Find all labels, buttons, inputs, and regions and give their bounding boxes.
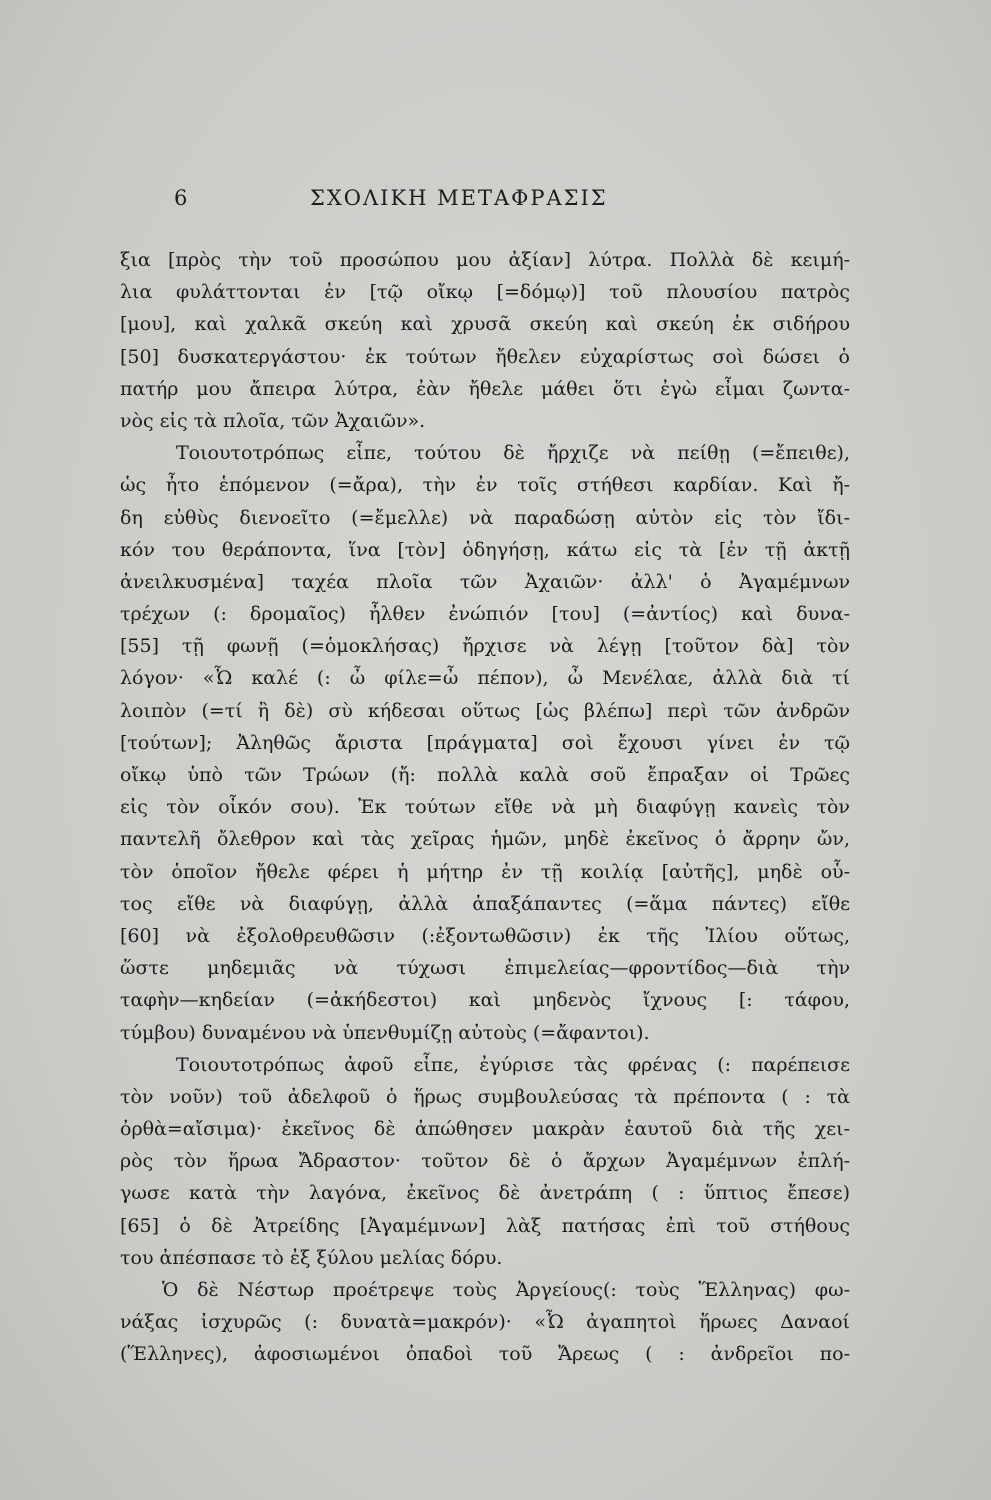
text-line: [65] ὁ δὲ Ἀτρείδης [Ἀγαμέμνων] λὰξ πατήσας ἐπὶ τοῦ στήθους [120, 1214, 850, 1237]
text-line: τος εἴθε νὰ διαφύγῃ, ἀλλὰ ἁπαξάπαντες (=ἅμα πάντες) εἴθε [120, 892, 850, 915]
text-line: τὸν νοῦν) τοῦ ἀδελφοῦ ὁ ἥρως συμβουλεύσας τὰ πρέποντα ( : τὰ [120, 1085, 850, 1108]
text-line: τύμβου) δυναμένου νὰ ὑπενθυμίζῃ αὐτοὺς (=ἄφαντοι). [120, 1021, 650, 1044]
text-line: ξια [πρὸς τὴν τοῦ προσώπου μου ἀξίαν] λύτρα. Πολλὰ δὲ κειμή- [120, 249, 850, 271]
text-line: (Ἕλληνες), ἀφοσιωμένοι ὀπαδοὶ τοῦ Ἄρεως ( : ἀνδρεῖοι πο- [120, 1343, 850, 1366]
text-line: Ὁ δὲ Νέστωρ προέτρεψε τοὺς Ἀργείους(: τοὺς Ἕλληνας) φω- [162, 1279, 850, 1301]
running-title: ΣΧΟΛΙΚΗ ΜΕΤΑΦΡΑΣΙΣ [310, 186, 608, 210]
text-line: λια φυλάττονται ἐν [τῷ οἴκῳ [=δόμῳ)] τοῦ πλουσίου πατρὸς [120, 281, 850, 304]
text-line: εἰς τὸν οἶκόν σου). Ἐκ τούτων εἴθε νὰ μὴ διαφύγῃ κανεὶς τὸν [120, 796, 850, 819]
text-line: δη εὐθὺς διενοεῖτο (=ἔμελλε) νὰ παραδώσῃ αὐτὸν εἰς τὸν ἴδι- [120, 506, 850, 529]
text-line: [55] τῇ φωνῇ (=ὁμοκλήσας) ἤρχισε νὰ λέγῃ [τοῦτον δὰ] τὸν [120, 635, 850, 658]
text-line: λόγον· «Ὦ καλέ (: ὦ φίλε=ὦ πέπον), ὦ Μενέλαε, ἀλλὰ διὰ τί [120, 667, 850, 690]
text-line: ταφὴν—κηδείαν (=ἀκήδεστοι) καὶ μηδενὸς ἴχνους [: τάφου, [120, 989, 850, 1012]
text-line: γωσε κατὰ τὴν λαγόνα, ἐκεῖνος δὲ ἀνετράπη ( : ὕπτιος ἔπεσε) [120, 1182, 850, 1205]
text-line: οἴκῳ ὑπὸ τῶν Τρώων (ἤ: πολλὰ καλὰ σοῦ ἔπραξαν οἱ Τρῶες [120, 764, 850, 786]
text-line: [τούτων]; Ἀληθῶς ἄριστα [πράγματα] σοὶ ἔχουσι γίνει ἐν τῷ [120, 731, 850, 754]
body-text [120, 244, 850, 1371]
text-line: πατήρ μου ἄπειρα λύτρα, ἐὰν ἤθελε μάθει ὅτι ἐγὼ εἶμαι ζωντα- [120, 377, 850, 400]
text-line: νὸς εἰς τὰ πλοῖα, τῶν Ἀχαιῶν». [120, 409, 426, 432]
text-line: Τοιουτοτρόπως εἶπε, τούτου δὲ ἤρχιζε νὰ πείθῃ (=ἔπειθε), [176, 442, 850, 465]
text-line: [μου], καὶ χαλκᾶ σκεύη καὶ χρυσᾶ σκεύη καὶ σκεύη ἐκ σιδήρου [120, 313, 850, 336]
text-line: νάξας ἰσχυρῶς (: δυνατὰ=μακρόν)· «Ὦ ἀγαπητοὶ ἥρωες Δαναοί [120, 1311, 850, 1334]
text-line: παντελῆ ὄλεθρον καὶ τὰς χεῖρας ἡμῶν, μηδὲ ἐκεῖνος ὁ ἄρρην ὤν, [120, 828, 850, 851]
text-line: [50] δυσκατεργάστου· ἐκ τούτων ἤθελεν εὐχαρίστως σοὶ δώσει ὁ [120, 345, 850, 368]
page-number: 6 [174, 186, 188, 210]
text-line: ὡς ἦτο ἑπόμενον (=ἄρα), τὴν ἐν τοῖς στήθεσι καρδίαν. Καὶ ἤ- [120, 474, 850, 497]
text-line: κόν του θεράποντα, ἵνα [τὸν] ὁδηγήσῃ, κάτω εἰς τὰ [ἐν τῇ ἀκτῇ [120, 538, 850, 561]
text-line: του ἀπέσπασε τὸ ἐξ ξύλου μελίας δόρυ. [120, 1246, 503, 1269]
text-line: [60] νὰ ἐξολοθρευθῶσιν (:ἐξοντωθῶσιν) ἐκ τῆς Ἰλίου οὕτως, [120, 924, 850, 947]
text-line: ἀνειλκυσμένα] ταχέα πλοῖα τῶν Ἀχαιῶν· ἀλλ' ὁ Ἀγαμέμνων [120, 570, 850, 593]
text-line: τὸν ὁποῖον ἤθελε φέρει ἡ μήτηρ ἐν τῇ κοιλίᾳ [αὐτῆς], μηδὲ οὗ- [120, 860, 850, 883]
text-line: ὀρθὰ=αἴσιμα)· ἐκεῖνος δὲ ἀπώθησεν μακρὰν ἑαυτοῦ διὰ τῆς χει- [120, 1118, 850, 1141]
text-line: ρὸς τὸν ἥρωα Ἄδραστον· τοῦτον δὲ ὁ ἄρχων Ἀγαμέμνων ἐπλή- [120, 1150, 850, 1173]
text-line: λοιπὸν (=τί ἢ δὲ) σὺ κήδεσαι οὕτως [ὡς βλέπω] περὶ τῶν ἀνδρῶν [120, 699, 850, 722]
text-line: Τοιουτοτρόπως ἀφοῦ εἶπε, ἐγύρισε τὰς φρένας (: παρέπεισε [176, 1053, 850, 1076]
page-header [170, 186, 870, 216]
text-line: ὥστε μηδεμιᾶς νὰ τύχωσι ἐπιμελείας—φροντίδος—διὰ τὴν [120, 957, 850, 980]
text-line: τρέχων (: δρομαῖος) ἦλθεν ἐνώπιόν [του] (=ἀντίος) καὶ δυνα- [120, 603, 850, 626]
